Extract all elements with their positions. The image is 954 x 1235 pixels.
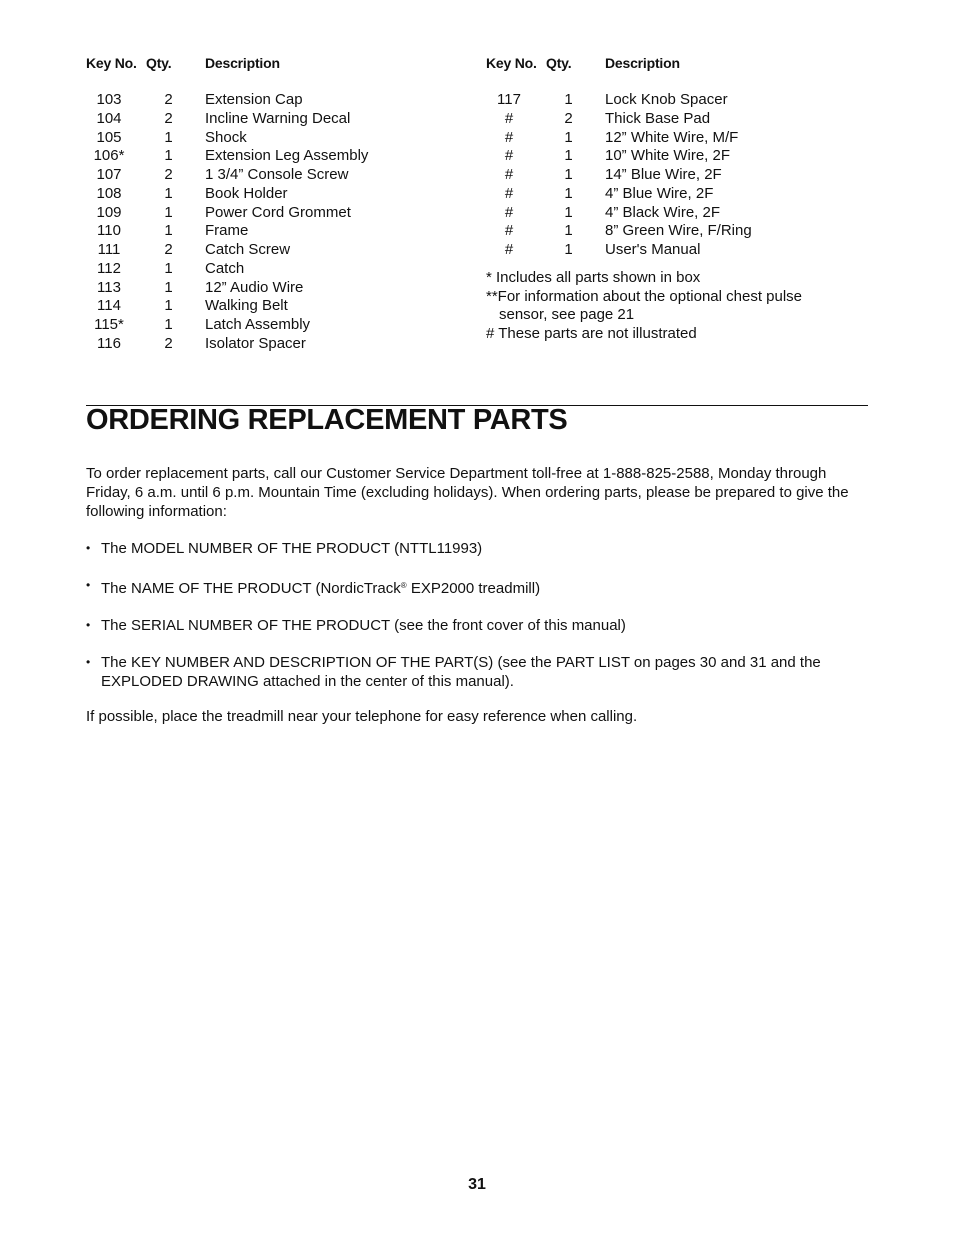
part-row [86, 316, 466, 335]
part-description: Extension Leg Assembly [205, 147, 369, 165]
part-key-number: # [504, 241, 514, 258]
bullet-product-name [86, 576, 871, 598]
part-key-number: # [504, 147, 514, 165]
parts-list-left-column [86, 52, 466, 354]
part-description: 10” White Wire, 2F [605, 147, 731, 165]
part-quantity: 1 [564, 166, 573, 183]
bullet-key-number [86, 653, 871, 691]
part-quantity: 2 [564, 109, 573, 127]
part-row [486, 166, 876, 185]
part-row [486, 110, 876, 129]
part-description: Power Cord Grommet [205, 203, 351, 221]
part-description: 4” Black Wire, 2F [605, 203, 721, 221]
part-key-number: 113 [97, 278, 121, 296]
intro-paragraph: To order replacement parts, call our Customer Service Department toll-free at 1-888-825-2588, Monday through Friday, 6 a.m. until 6 p.m. Mountain Time (excluding holidays). When ordering parts, please be prepared to give the following information: [86, 465, 849, 520]
part-quantity: 1 [164, 147, 173, 165]
part-row [486, 241, 876, 260]
parts-list-notes [486, 269, 876, 344]
part-quantity: 1 [164, 184, 173, 202]
part-quantity: 1 [564, 91, 573, 108]
page-number: 31 [468, 1176, 486, 1193]
part-quantity: 2 [164, 91, 173, 108]
part-key-number: 115* [94, 316, 124, 333]
part-quantity: 1 [164, 297, 173, 315]
part-quantity: 1 [164, 128, 173, 146]
bullet-serial-number [86, 616, 871, 635]
bullet-marker: • [86, 578, 91, 592]
bullet-text: The SERIAL NUMBER OF THE PRODUCT (see the front cover of this manual) [101, 617, 626, 634]
part-row [86, 129, 466, 148]
part-row [86, 279, 466, 298]
part-key-number: 104 [96, 109, 122, 127]
parts-list-right-column [486, 52, 876, 344]
part-row [486, 147, 876, 166]
section-title: ORDERING REPLACEMENT PARTS [86, 404, 568, 436]
part-quantity: 1 [164, 259, 173, 277]
part-key-number: 117 [497, 91, 521, 108]
bullet-marker: • [86, 655, 91, 669]
part-key-number: # [504, 109, 514, 127]
part-quantity: 1 [564, 184, 573, 202]
bullet-text: The NAME OF THE PRODUCT (NordicTrack® EXP2000 treadmill) [101, 580, 541, 597]
part-key-number: 108 [96, 184, 122, 202]
part-key-number: 103 [96, 91, 122, 108]
bullet-model-number [86, 539, 871, 558]
part-description: 12” Audio Wire [205, 278, 304, 296]
part-description: 1 3/4” Console Screw [205, 166, 349, 183]
part-quantity: 1 [564, 241, 573, 258]
part-quantity: 1 [164, 203, 173, 221]
part-quantity: 2 [164, 166, 173, 183]
note-chest-pulse: **For information about the optional chest pulse [486, 287, 803, 305]
part-description: Incline Warning Decal [205, 109, 351, 127]
part-key-number: 106* [93, 147, 125, 165]
part-description: Book Holder [205, 184, 288, 202]
note-includes: * Includes all parts shown in box [486, 268, 701, 286]
part-quantity: 2 [164, 109, 173, 127]
part-row [486, 129, 876, 148]
part-description: User's Manual [605, 241, 701, 258]
part-key-number: 105 [96, 128, 122, 146]
part-row [486, 222, 876, 241]
part-row [86, 260, 466, 279]
part-description: Extension Cap [205, 91, 303, 108]
part-quantity: 1 [564, 147, 573, 165]
part-key-number: 107 [96, 166, 122, 183]
bullet-marker: • [86, 618, 91, 632]
part-key-number: # [504, 203, 514, 221]
part-key-number: # [504, 184, 514, 202]
part-description: Latch Assembly [205, 316, 311, 333]
part-row [86, 297, 466, 316]
part-quantity: 1 [564, 222, 573, 240]
parts-list-header [86, 52, 466, 71]
part-quantity: 2 [164, 241, 173, 258]
bullet-text: The KEY NUMBER AND DESCRIPTION OF THE PART(S) (see the PART LIST on pages 30 and 31 and the EXPLODED DRAWING attached in the center of this manual). [101, 654, 821, 690]
part-description: Isolator Spacer [205, 334, 306, 352]
part-description: 4” Blue Wire, 2F [605, 184, 714, 202]
part-row [86, 222, 466, 241]
closing-paragraph: If possible, place the treadmill near your telephone for easy reference when calling. [86, 708, 638, 725]
registered-mark: ® [400, 581, 407, 590]
part-description: 14” Blue Wire, 2F [605, 166, 722, 183]
part-key-number: 111 [97, 241, 121, 258]
description-header: Description [605, 55, 680, 71]
part-description: Thick Base Pad [605, 109, 711, 127]
note-not-illustrated: # These parts are not illustrated [486, 325, 697, 342]
part-key-number: 112 [97, 259, 121, 277]
parts-list-left-rows [86, 91, 466, 354]
part-key-number: # [504, 166, 514, 183]
part-description: Shock [205, 128, 247, 146]
parts-list-right-rows [486, 91, 876, 260]
part-description: 8” Green Wire, F/Ring [605, 222, 752, 240]
part-quantity: 1 [564, 128, 573, 146]
part-description: Catch [205, 259, 245, 277]
part-description: Lock Knob Spacer [605, 91, 728, 108]
part-key-number: # [504, 222, 514, 240]
part-description: 12” White Wire, M/F [605, 128, 739, 146]
part-row [86, 335, 466, 354]
part-row [486, 204, 876, 223]
note-chest-pulse-cont: sensor, see page 21 [499, 306, 635, 324]
description-header: Description [205, 55, 280, 71]
part-quantity: 1 [164, 222, 173, 240]
part-row [486, 91, 876, 110]
part-row [86, 204, 466, 223]
part-key-number: 110 [97, 222, 121, 240]
part-row [86, 241, 466, 260]
info-bullet-list [86, 539, 871, 709]
bullet-text: The MODEL NUMBER OF THE PRODUCT (NTTL11993) [101, 540, 483, 557]
part-quantity: 1 [564, 203, 573, 221]
key-no-header: Key No. [486, 55, 537, 71]
part-quantity: 1 [164, 278, 173, 296]
part-row [86, 185, 466, 204]
part-description: Walking Belt [205, 297, 288, 315]
part-quantity: 2 [164, 334, 173, 352]
bullet-marker: • [86, 541, 91, 555]
part-description: Catch Screw [205, 241, 291, 258]
part-row [486, 185, 876, 204]
part-row [86, 147, 466, 166]
part-key-number: 109 [96, 203, 122, 221]
part-key-number: 116 [97, 334, 121, 352]
part-description: Frame [205, 222, 249, 240]
part-quantity: 1 [164, 316, 173, 333]
part-key-number: 114 [97, 297, 121, 315]
key-no-header: Key No. [86, 55, 137, 71]
part-key-number: # [504, 128, 514, 146]
part-row [86, 166, 466, 185]
parts-list-header [486, 52, 876, 71]
part-row [86, 110, 466, 129]
qty-header: Qty. [146, 55, 172, 71]
qty-header: Qty. [546, 55, 572, 71]
part-row [86, 91, 466, 110]
